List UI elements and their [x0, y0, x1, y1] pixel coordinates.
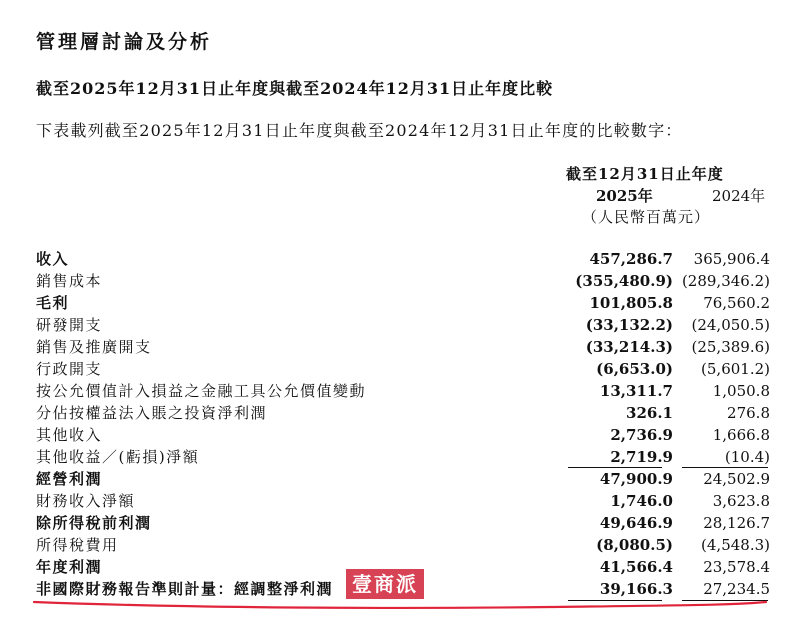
value-2025: (33,132.2): [585, 316, 673, 334]
value-2025: 101,805.8: [589, 294, 673, 312]
income-statement-table: [36, 248, 776, 600]
value-2025: (33,214.3): [585, 338, 673, 356]
row-label: 經營利潤: [36, 470, 103, 488]
table-row: [36, 490, 776, 512]
column-header-period: 截至12月31日止年度: [566, 165, 724, 183]
value-2025: (8,080.5): [596, 536, 673, 554]
value-2024: (5,601.2): [701, 360, 770, 378]
intro-text: 下表載列截至2025年12月31日止年度與截至2024年12月31日止年度的比較數字：: [36, 121, 683, 140]
table-row: [36, 402, 776, 424]
value-2025: (6,653.0): [596, 360, 673, 378]
subtotal-rule: [682, 467, 768, 468]
row-label: 行政開支: [36, 360, 103, 378]
table-row: [36, 446, 776, 468]
page-heading: 管理層討論及分析: [36, 31, 213, 53]
table-row: [36, 534, 776, 556]
value-2024: (10.4): [724, 448, 770, 466]
table-row: [36, 248, 776, 270]
value-2025: 1,746.0: [610, 492, 673, 510]
value-2025: 2,719.9: [610, 448, 673, 466]
value-2024: 23,578.4: [703, 558, 770, 576]
value-2024: 1,050.8: [712, 382, 770, 400]
value-2025: 2,736.9: [610, 426, 673, 444]
value-2025: 13,311.7: [599, 382, 673, 400]
watermark-logo: 壹商派: [346, 569, 424, 599]
value-2024: (24,050.5): [691, 316, 770, 334]
row-label: 其他收益／(虧損)淨額: [36, 448, 200, 466]
value-2024: 24,502.9: [703, 470, 770, 488]
value-2025: 39,166.3: [599, 580, 673, 598]
row-label: 分佔按權益法入賬之投資淨利潤: [36, 404, 268, 422]
value-2025: (355,480.9): [575, 272, 673, 290]
row-label: 收入: [36, 250, 70, 268]
row-label: 年度利潤: [36, 558, 103, 576]
row-label: 所得稅費用: [36, 536, 119, 554]
row-label: 除所得稅前利潤: [36, 514, 152, 532]
column-header-2024: 2024年: [712, 187, 766, 205]
table-row: [36, 358, 776, 380]
column-header-2025: 2025年: [596, 187, 653, 205]
value-2024: (4,548.3): [701, 536, 770, 554]
table-row: [36, 468, 776, 490]
table-row: [36, 314, 776, 336]
table-row: [36, 336, 776, 358]
value-2024: 76,560.2: [703, 294, 770, 312]
table-row: [36, 380, 776, 402]
value-2024: 27,234.5: [703, 580, 770, 598]
table-row: [36, 270, 776, 292]
value-2025: 457,286.7: [589, 250, 673, 268]
row-label: 其他收入: [36, 426, 103, 444]
subtotal-rule: [568, 467, 662, 468]
row-label: 按公允價值計入損益之金融工具公允價值變動: [36, 382, 367, 400]
value-2024: (289,346.2): [681, 272, 770, 290]
table-row: [36, 512, 776, 534]
section-subheading: 截至2025年12月31日止年度與截至2024年12月31日止年度比較: [36, 79, 554, 98]
value-2024: (25,389.6): [691, 338, 770, 356]
value-2024: 3,623.8: [712, 492, 770, 510]
value-2024: 365,906.4: [693, 250, 770, 268]
value-2025: 47,900.9: [599, 470, 673, 488]
column-header-unit: （人民幣百萬元）: [582, 208, 711, 226]
value-2025: 41,566.4: [599, 558, 673, 576]
row-label: 研發開支: [36, 316, 103, 334]
row-label: 財務收入淨額: [36, 492, 136, 510]
row-label: 非國際財務報告準則計量：經調整淨利潤: [36, 580, 334, 598]
red-underline-annotation: [30, 598, 770, 612]
value-2024: 28,126.7: [703, 514, 770, 532]
row-label: 銷售成本: [36, 272, 103, 290]
value-2024: 276.8: [727, 404, 770, 422]
row-label: 毛利: [36, 294, 70, 312]
value-2024: 1,666.8: [712, 426, 770, 444]
row-label: 銷售及推廣開支: [36, 338, 152, 356]
table-row: [36, 424, 776, 446]
value-2025: 49,646.9: [599, 514, 673, 532]
value-2025: 326.1: [626, 404, 673, 422]
table-row: [36, 292, 776, 314]
